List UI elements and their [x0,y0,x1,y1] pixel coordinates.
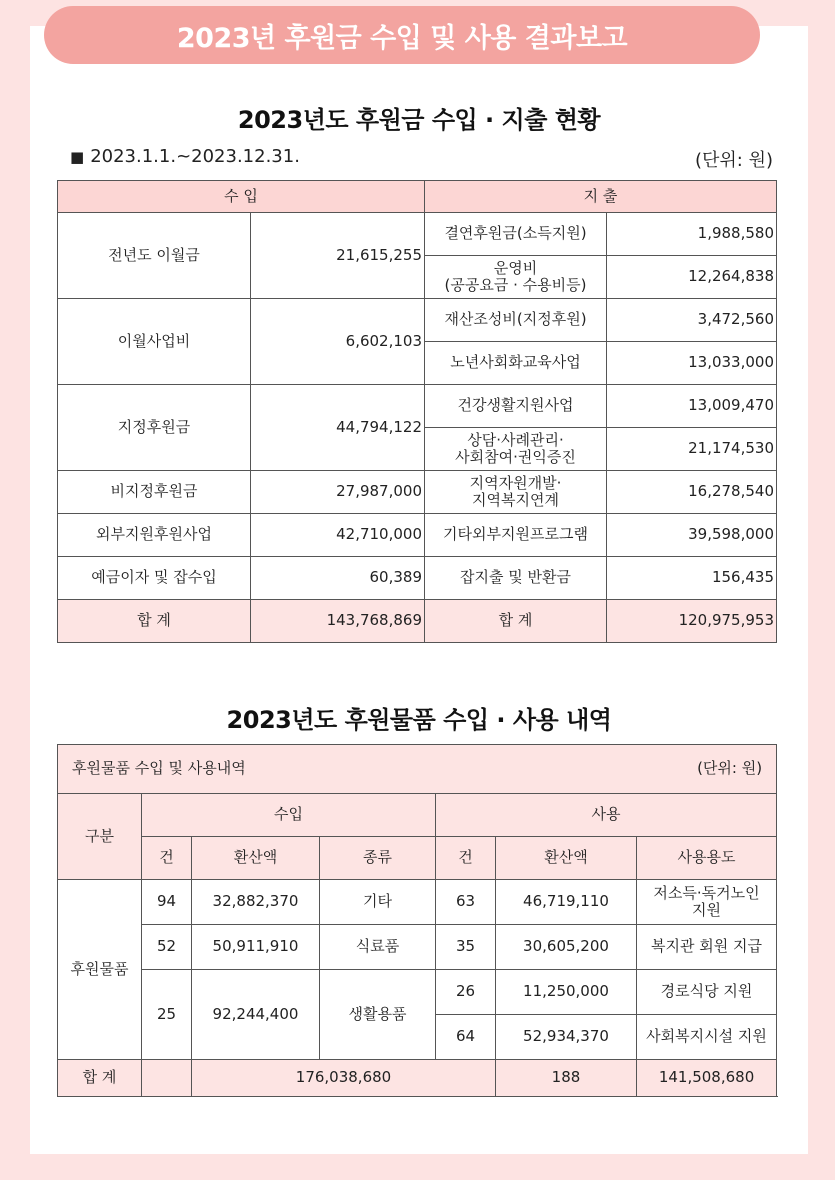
header-row [58,794,777,837]
income-label: 이월사업비 [58,299,251,385]
expense-header: 지 출 [425,181,777,213]
income-amount: 6,602,103 [251,299,425,385]
income-count: 25 [142,970,192,1060]
caption-row [58,745,777,794]
category-label: 후원물품 [58,880,142,1060]
income-count-header: 건 [142,837,192,880]
income-label: 예금이자 및 잡수입 [58,557,251,600]
banner-title: 2023년 후원금 수입 및 사용 결과보고 [176,22,628,54]
report-banner [44,6,760,64]
use-amount-header: 환산액 [496,837,637,880]
donation-income-expense-table [57,180,777,643]
table-row [58,299,777,342]
expense-label: 건강생활지원사업 [425,385,607,428]
expense-amount: 16,278,540 [607,471,777,514]
total-use-amount: 141,508,680 [637,1060,777,1097]
square-bullet-icon: ■ [70,148,85,166]
use-purpose: 저소득·독거노인 지원 [637,880,777,925]
caption-text: 후원물품 수입 및 사용내역 [72,759,246,778]
use-amount: 52,934,370 [496,1015,637,1060]
income-label: 지정후원금 [58,385,251,471]
income-header: 수입 [142,794,436,837]
income-amount: 42,710,000 [251,514,425,557]
table-row [58,213,777,256]
income-amount: 92,244,400 [192,970,320,1060]
use-count-header: 건 [436,837,496,880]
goods-kind: 생활용품 [320,970,436,1060]
expense-label: 재산조성비(지정후원) [425,299,607,342]
total-label: 합 계 [58,1060,142,1097]
income-label: 비지정후원금 [58,471,251,514]
income-amount: 60,389 [251,557,425,600]
use-count: 35 [436,925,496,970]
use-count: 64 [436,1015,496,1060]
income-amount: 21,615,255 [251,213,425,299]
income-amount-header: 환산액 [192,837,320,880]
use-purpose: 복지관 회원 지급 [637,925,777,970]
goods-kind: 기타 [320,880,436,925]
use-amount: 30,605,200 [496,925,637,970]
expense-label: 기타외부지원프로그램 [425,514,607,557]
unit-label: (단위: 원) [695,150,773,171]
total-income-amount: 176,038,680 [192,1060,496,1097]
expense-amount: 156,435 [607,557,777,600]
expense-amount: 13,033,000 [607,342,777,385]
table-row [58,385,777,428]
expense-amount: 39,598,000 [607,514,777,557]
total-income-count [142,1060,192,1097]
category-header: 구분 [58,794,142,880]
income-amount: 44,794,122 [251,385,425,471]
total-row [58,1060,777,1097]
use-purpose: 경로식당 지원 [637,970,777,1015]
purpose-header: 사용용도 [637,837,777,880]
table-row [58,514,777,557]
subheader-row [58,837,777,880]
income-count: 52 [142,925,192,970]
period-text: 2023.1.1.~2023.12.31. [90,146,300,167]
income-header: 수 입 [58,181,425,213]
period [70,146,300,167]
donated-goods-table [57,744,777,1097]
expense-label: 지역자원개발· 지역복지연계 [425,471,607,514]
expense-amount: 21,174,530 [607,428,777,471]
income-amount: 32,882,370 [192,880,320,925]
use-amount: 11,250,000 [496,970,637,1015]
expense-label: 노년사회화교육사업 [425,342,607,385]
income-amount: 27,987,000 [251,471,425,514]
use-count: 63 [436,880,496,925]
income-total-amount: 143,768,869 [251,600,425,643]
expense-amount: 12,264,838 [607,256,777,299]
table-row [58,557,777,600]
table-row [58,471,777,514]
kind-header: 종류 [320,837,436,880]
header-row [58,181,777,213]
total-row [58,600,777,643]
expense-amount: 3,472,560 [607,299,777,342]
table-row [58,925,777,970]
section2-title: 2023년도 후원물품 수입 · 사용 내역 [226,706,612,734]
total-use-count: 188 [496,1060,637,1097]
unit-label: (단위: 원) [697,759,763,778]
section1-title: 2023년도 후원금 수입 · 지출 현황 [237,106,601,134]
table-row [58,880,777,925]
table-caption [58,745,777,794]
income-label: 전년도 이월금 [58,213,251,299]
use-purpose: 사회복지시설 지원 [637,1015,777,1060]
income-total-label: 합 계 [58,600,251,643]
expense-total-label: 합 계 [425,600,607,643]
use-amount: 46,719,110 [496,880,637,925]
expense-amount: 1,988,580 [607,213,777,256]
income-label: 외부지원후원사업 [58,514,251,557]
goods-kind: 식료품 [320,925,436,970]
use-count: 26 [436,970,496,1015]
income-count: 94 [142,880,192,925]
expense-amount: 13,009,470 [607,385,777,428]
expense-label: 결연후원금(소득지원) [425,213,607,256]
income-amount: 50,911,910 [192,925,320,970]
expense-total-amount: 120,975,953 [607,600,777,643]
expense-label: 잡지출 및 반환금 [425,557,607,600]
usage-header: 사용 [436,794,777,837]
table-row [58,970,777,1015]
expense-label: 상담·사례관리· 사회참여·권익증진 [425,428,607,471]
expense-label: 운영비 (공공요금 · 수용비등) [425,256,607,299]
